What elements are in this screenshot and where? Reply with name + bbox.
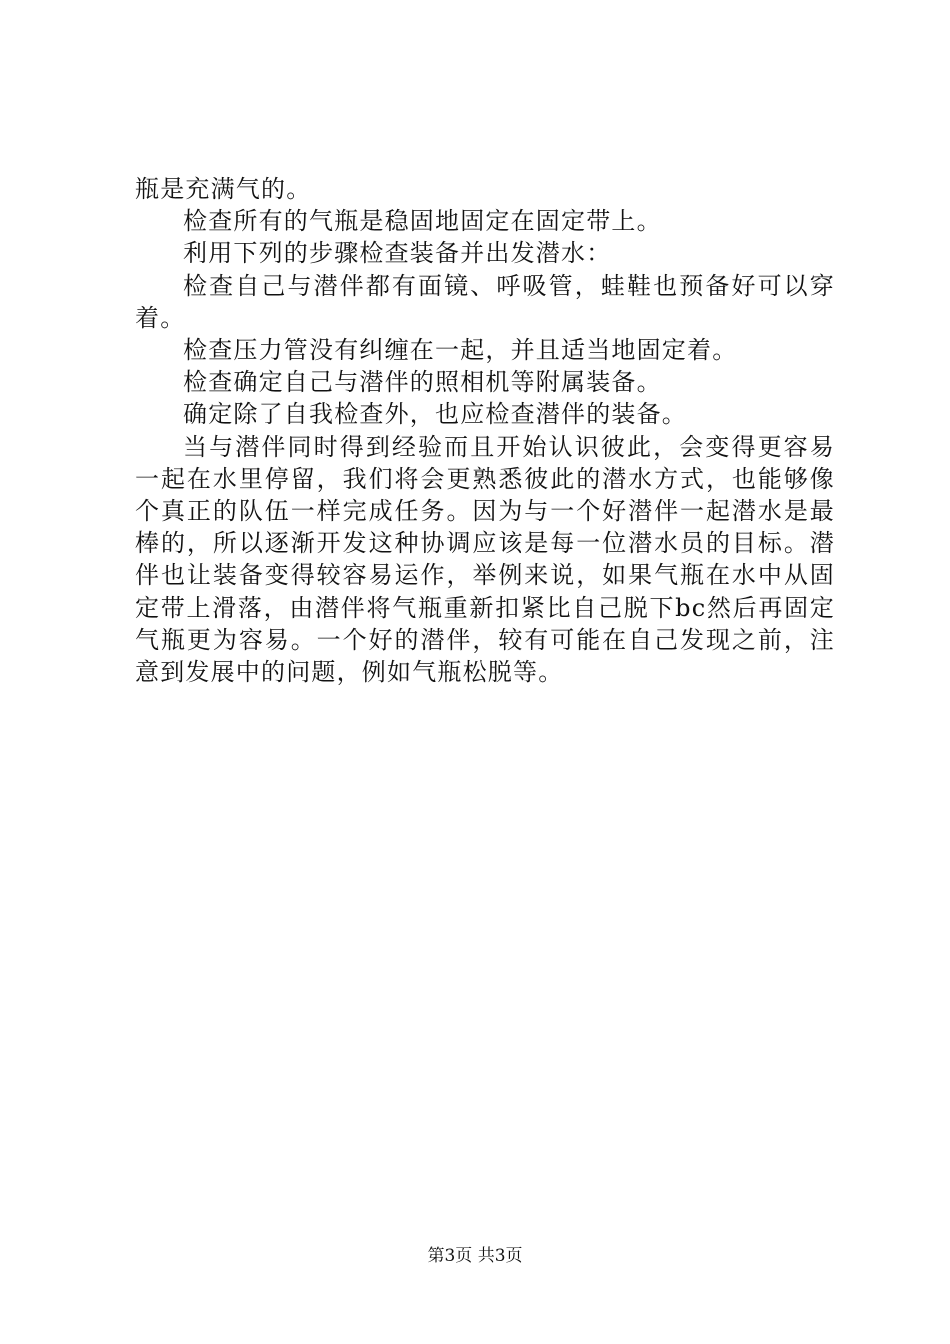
- paragraph-check-tank-straps: 检查所有的气瓶是稳固地固定在固定带上。: [183, 207, 662, 236]
- paragraph-check-mask-snorkel-fins: 检查自己与潜伴都有面镜、呼吸管，蛙鞋也预备好可以穿着。: [135, 271, 835, 332]
- page-footer: 第3页 共3页: [427, 1246, 523, 1266]
- paragraph-check-pressure-hoses: 检查压力管没有纠缠在一起，并且适当地固定着。: [183, 336, 738, 365]
- document-body: [135, 173, 835, 688]
- paragraph-check-buddy-gear: 确定除了自我检查外，也应检查潜伴的装备。: [183, 400, 687, 429]
- paragraph-steps-intro: 利用下列的步骤检查装备并出发潜水：: [183, 239, 612, 268]
- paragraph-buddy-benefits: 当与潜伴同时得到经验而且开始认识彼此，会变得更容易一起在水里停留，我们将会更熟悉彼此的潜水方式，也能够像个真正的队伍一样完成任务。因为与一个好潜伴一起潜水是最棒的，所以逐渐开发这种协调应该是每一位潜水员的目标。潜伴也让装备变得较容易运作，举例来说，如果气瓶在水中从固定带上滑落，由潜伴将气瓶重新扣紧比自己脱下bc然后再固定气瓶更为容易。一个好的潜伴，较有可能在自己发现之前，注意到发展中的问题，例如气瓶松脱等。: [135, 432, 835, 687]
- paragraph-check-accessories: 检查确定自己与潜伴的照相机等附属装备。: [183, 368, 662, 397]
- paragraph-continuation: 瓶是充满气的。: [135, 175, 312, 203]
